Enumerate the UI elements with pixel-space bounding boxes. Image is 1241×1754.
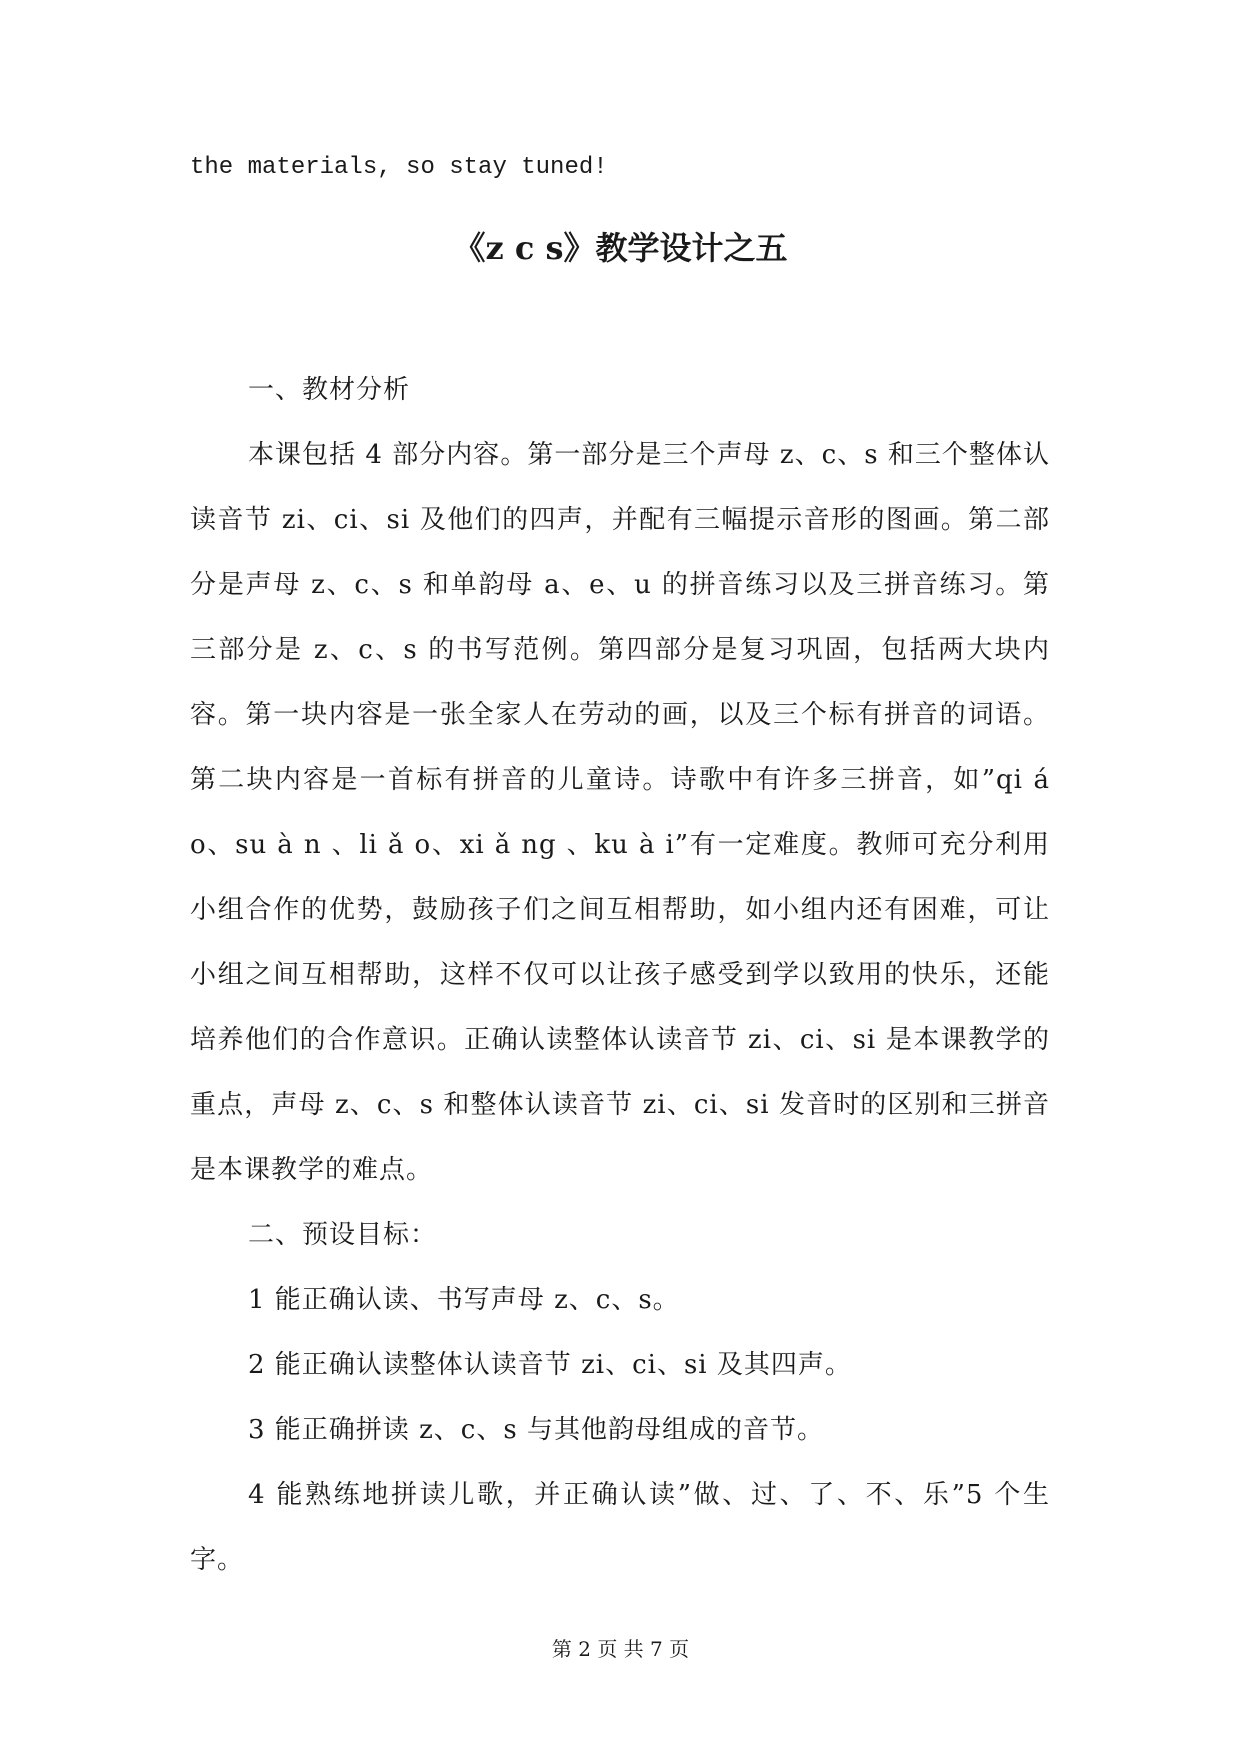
goal-item-1: 1 能正确认读、书写声母 z、c、s。 (248, 1285, 680, 1315)
goal-item-3: 3 能正确拼读 z、c、s 与其他韵母组成的音节。 (248, 1415, 824, 1445)
page-footer: 第 2 页 共 7 页 (551, 1637, 690, 1661)
carryover-text: the materials, so stay tuned! (190, 154, 608, 181)
paragraph-textbook-analysis: 本课包括 4 部分内容。第一部分是三个声母 z、c、s 和三个整体认读音节 zi、ci、si 及他们的四声，并配有三幅提示音形的图画。第二部分是声母 z、c、s 和单韵母 a、e、u 的拼音练习以及三拼音练习。第三部分是 z、c、s 的书写范例。第四部分是复习巩固，包括两大块内容。第一块内容是一张全家人在劳动的画，以及三个标有拼音的词语。第二块内容是一首标有拼音的儿童诗。诗歌中有许多三拼音，如”qi á o、su à n 、li ǎ o、xi ǎ ng 、ku à i”有一定难度。教师可充分利用小组合作的优势，鼓励孩子们之间互相帮助，如小组内还有困难，可让小组之间互相帮助，这样不仅可以让孩子感受到学以致用的快乐，还能培养他们的合作意识。正确认读整体认读音节 zi、ci、si 是本课教学的重点，声母 z、c、s 和整体认读音节 zi、ci、si 发音时的区别和三拼音是本课教学的难点。 (190, 440, 1050, 1185)
goal-item-2: 2 能正确认读整体认读音节 zi、ci、si 及其四声。 (248, 1350, 852, 1380)
document-body (190, 358, 1050, 1593)
goal-item-4: 4 能熟练地拼读儿歌，并正确认读”做、过、了、不、乐”5 个生字。 (190, 1480, 1050, 1575)
section-title: 《z c s》教学设计之五 (453, 229, 788, 267)
heading-textbook-analysis: 一、教材分析 (248, 375, 411, 405)
heading-preset-goals: 二、预设目标： (248, 1220, 438, 1250)
